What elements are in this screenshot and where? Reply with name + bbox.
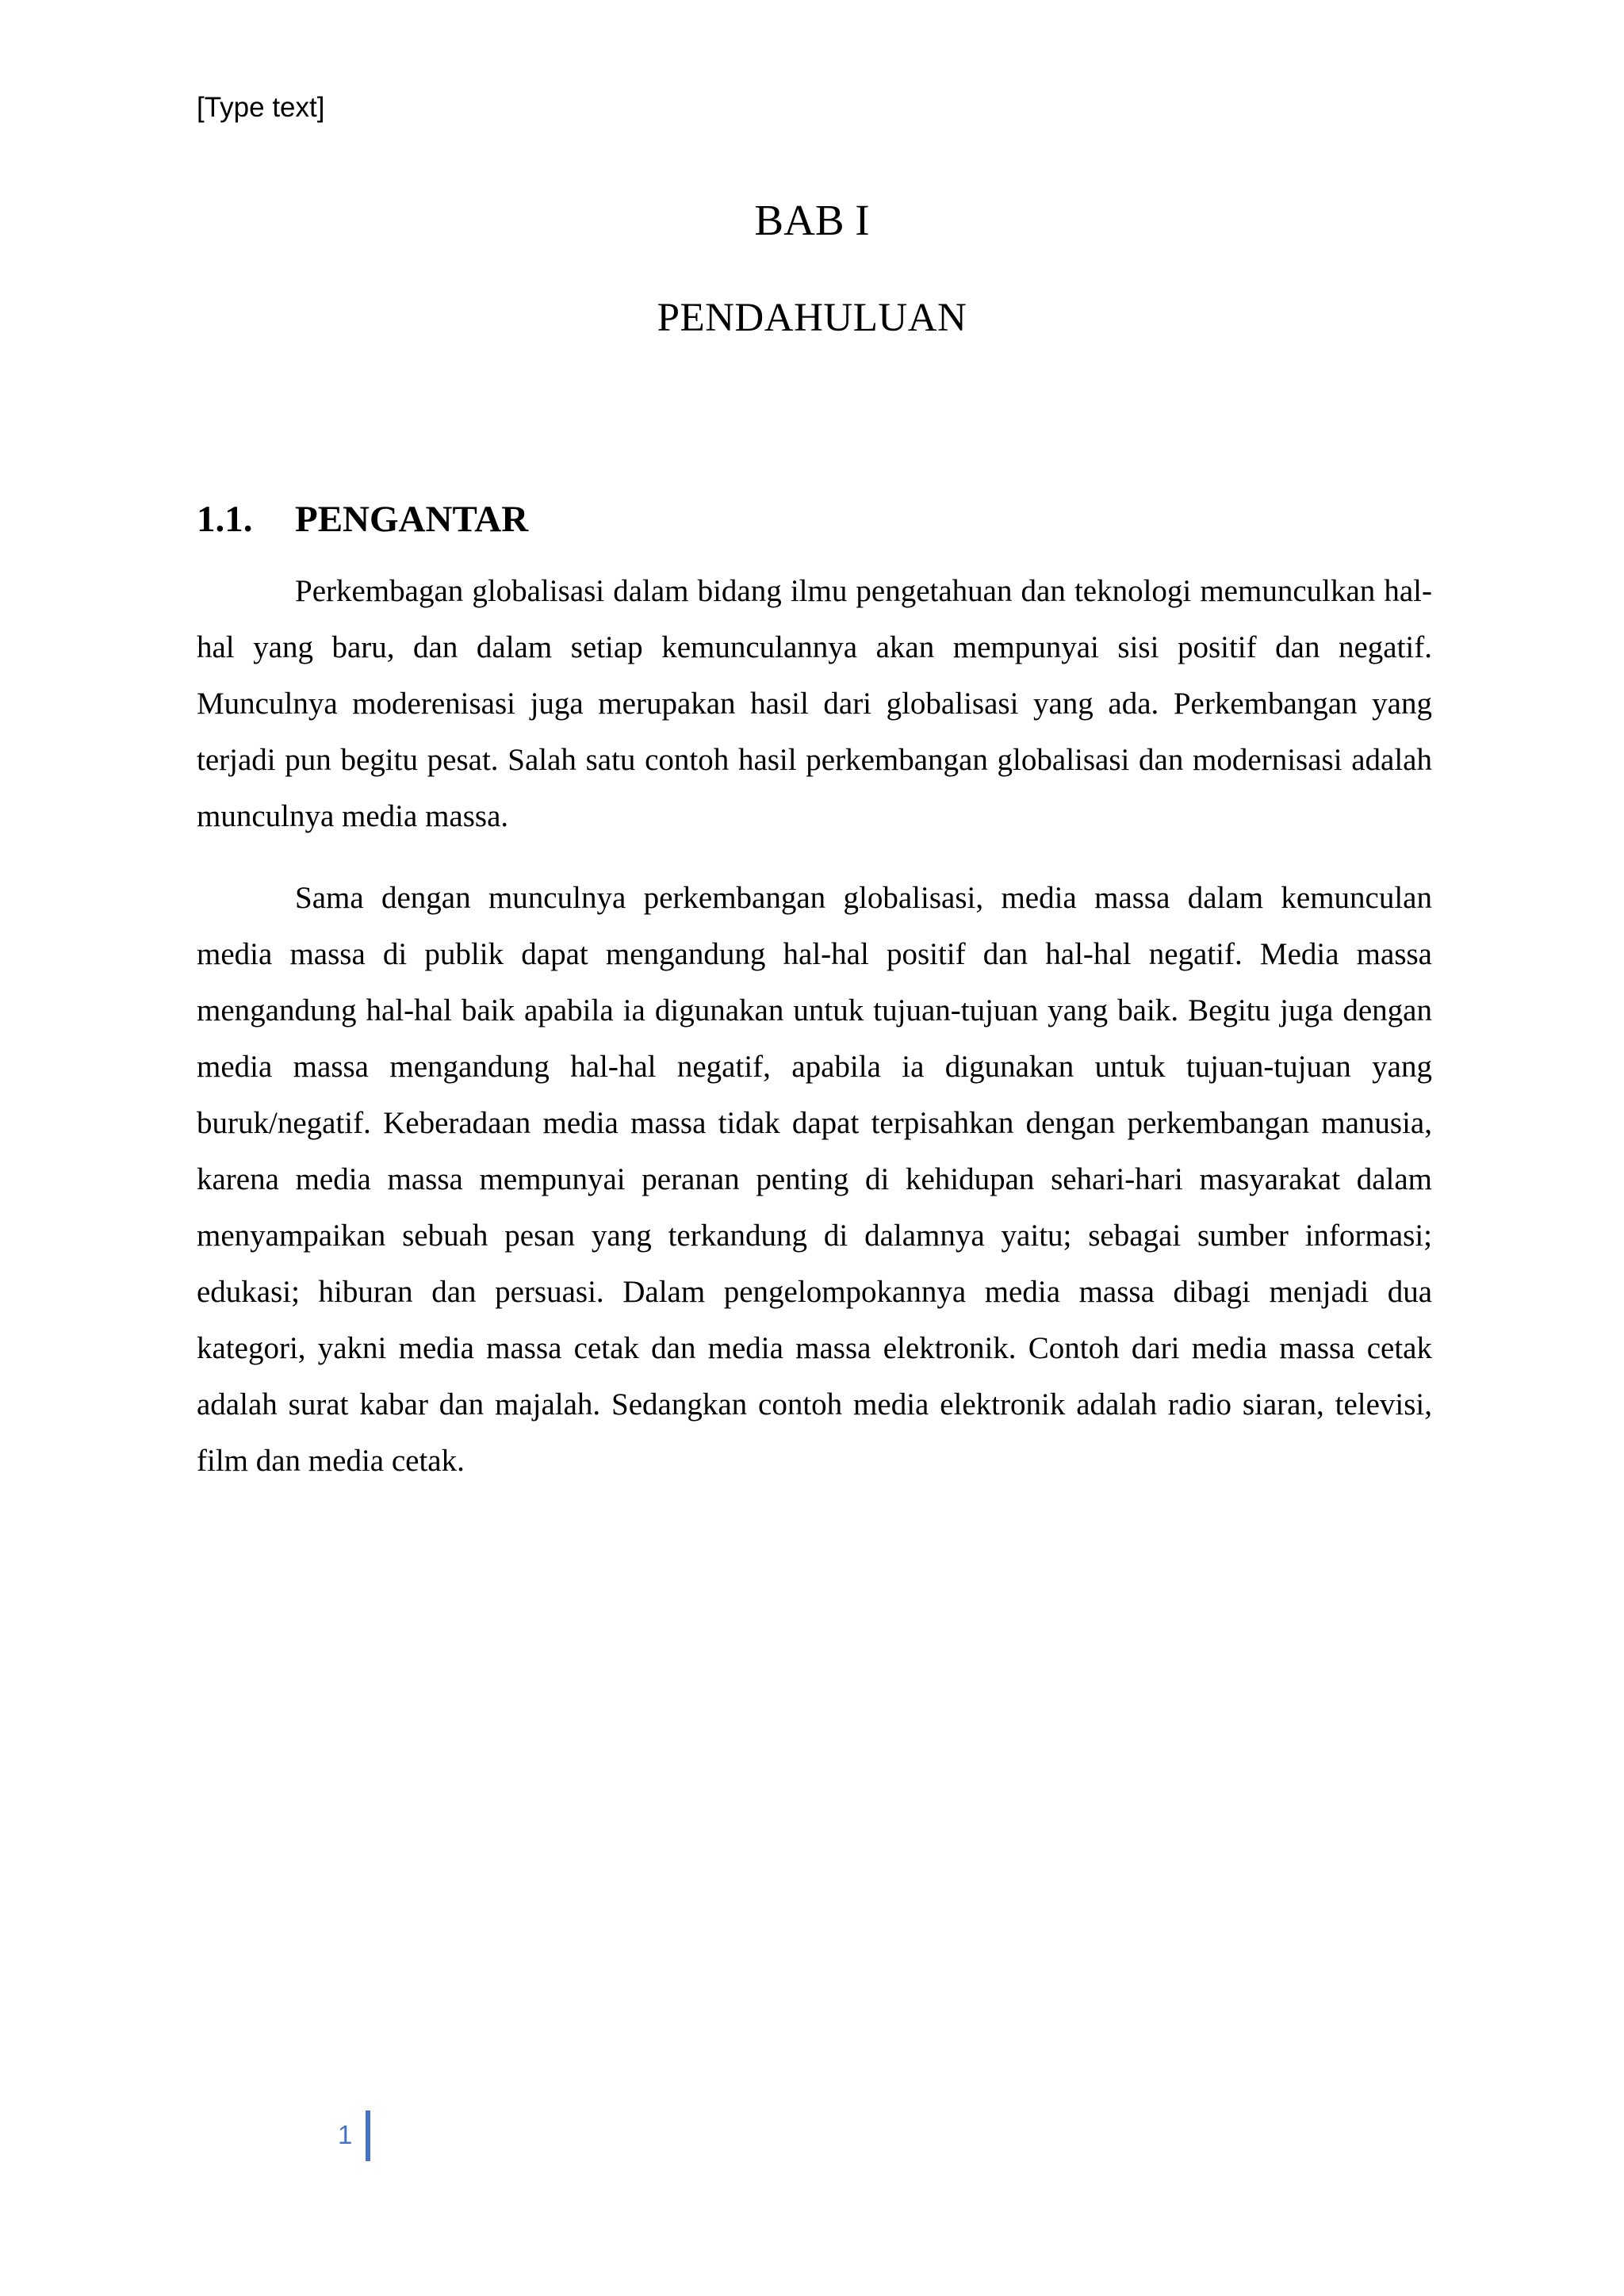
page-header: [Type text] <box>197 92 325 123</box>
footer-accent-bar <box>366 2110 370 2161</box>
body-paragraph-2: Sama dengan munculnya perkembangan globalisasi, media massa dalam kemunculan media massa di publik dapat mengandung hal-hal positif dan hal-hal negatif. Media massa mengandung hal-hal baik apabila ia digunakan untuk tujuan-tujuan yang baik. Begitu juga dengan media massa mengandung hal-hal negatif, apabila ia digunakan untuk tujuan-tujuan yang buruk/negatif. Keberadaan media massa tidak dapat terpisahkan dengan perkembangan manusia, karena media massa mempunyai peranan penting di kehidupan sehari-hari masyarakat dalam menyampaikan sebuah pesan yang terkandung di dalamnya yaitu; sebagai sumber informasi; edukasi; hiburan dan persuasi. Dalam pengelompokannya media massa dibagi menjadi dua kategori, yakni media massa cetak dan media massa elektronik. Contoh dari media massa cetak adalah surat kabar dan majalah. Sedangkan contoh media elektronik adalah radio siaran, televisi, film dan media cetak. <box>197 881 1432 1478</box>
body-paragraph-1: Perkembagan globalisasi dalam bidang ilmu pengetahuan dan teknologi memunculkan hal-hal yang baru, dan dalam setiap kemunculannya akan mempunyai sisi positif dan negatif. Munculnya moderenisasi juga merupakan hasil dari globalisasi yang ada. Perkembangan yang terjadi pun begitu pesat. Salah satu contoh hasil perkembangan globalisasi dan modernisasi adalah munculnya media massa. <box>197 574 1432 833</box>
chapter-title: PENDAHULUAN <box>657 296 967 340</box>
section-title: PENGANTAR <box>295 499 529 540</box>
page-number: 1 <box>338 2120 353 2149</box>
section-number: 1.1. <box>197 499 253 540</box>
chapter-number: BAB I <box>754 196 870 244</box>
section-heading <box>197 498 528 541</box>
